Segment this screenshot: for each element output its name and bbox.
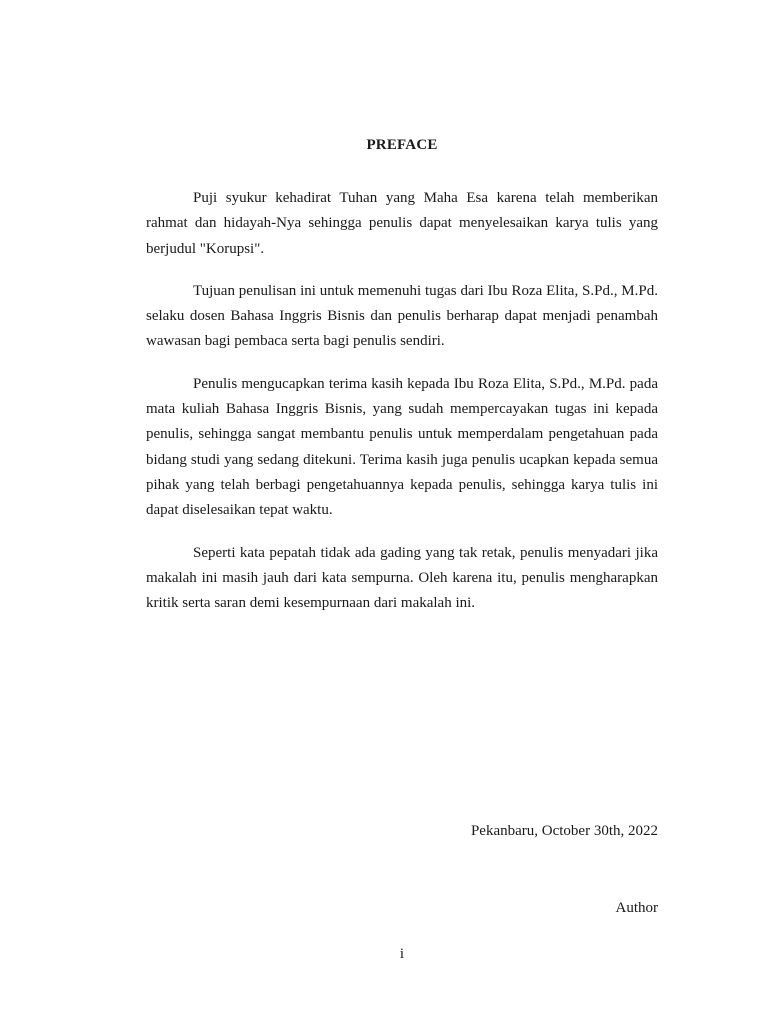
paragraph-1: Puji syukur kehadirat Tuhan yang Maha Esa karena telah memberikan rahmat dan hidayah-Nya sehingga penulis dapat menyelesaikan karya tulis yang berjudul "Korupsi".	[146, 190, 658, 257]
paragraph-4: Seperti kata pepatah tidak ada gading yang tak retak, penulis menyadari jika makalah ini masih jauh dari kata sempurna. Oleh karena itu, penulis mengharapkan kritik serta saran demi kesempurnaan dari makalah ini.	[146, 544, 658, 612]
paragraph-3: Penulis mengucapkan terima kasih kepada Ibu Roza Elita, S.Pd., M.Pd. pada mata kuliah Bahasa Inggris Bisnis, yang sudah mempercayakan tugas ini kepada penulis, sehingga sangat membantu penulis untuk memperdalam pengetahuan pada bidang studi yang sedang ditekuni. Terima kasih juga penulis ucapkan kepada semua pihak yang telah berbagi pengetahuannya kepada penulis, sehingga karya tulis ini dapat diselesaikan tepat waktu.	[146, 375, 658, 519]
page-title: PREFACE	[366, 137, 438, 153]
place-and-date: Pekanbaru, October 30th, 2022	[470, 823, 658, 839]
paragraph-2: Tujuan penulisan ini untuk memenuhi tugas dari Ibu Roza Elita, S.Pd., M.Pd. selaku dosen Bahasa Inggris Bisnis dan penulis berharap dapat menjadi penambah wawasan bagi pembaca serta bagi penulis sendiri.	[146, 282, 658, 350]
preface-body	[146, 186, 658, 633]
author-signature: Author	[615, 900, 658, 916]
page-number: i	[399, 946, 405, 962]
